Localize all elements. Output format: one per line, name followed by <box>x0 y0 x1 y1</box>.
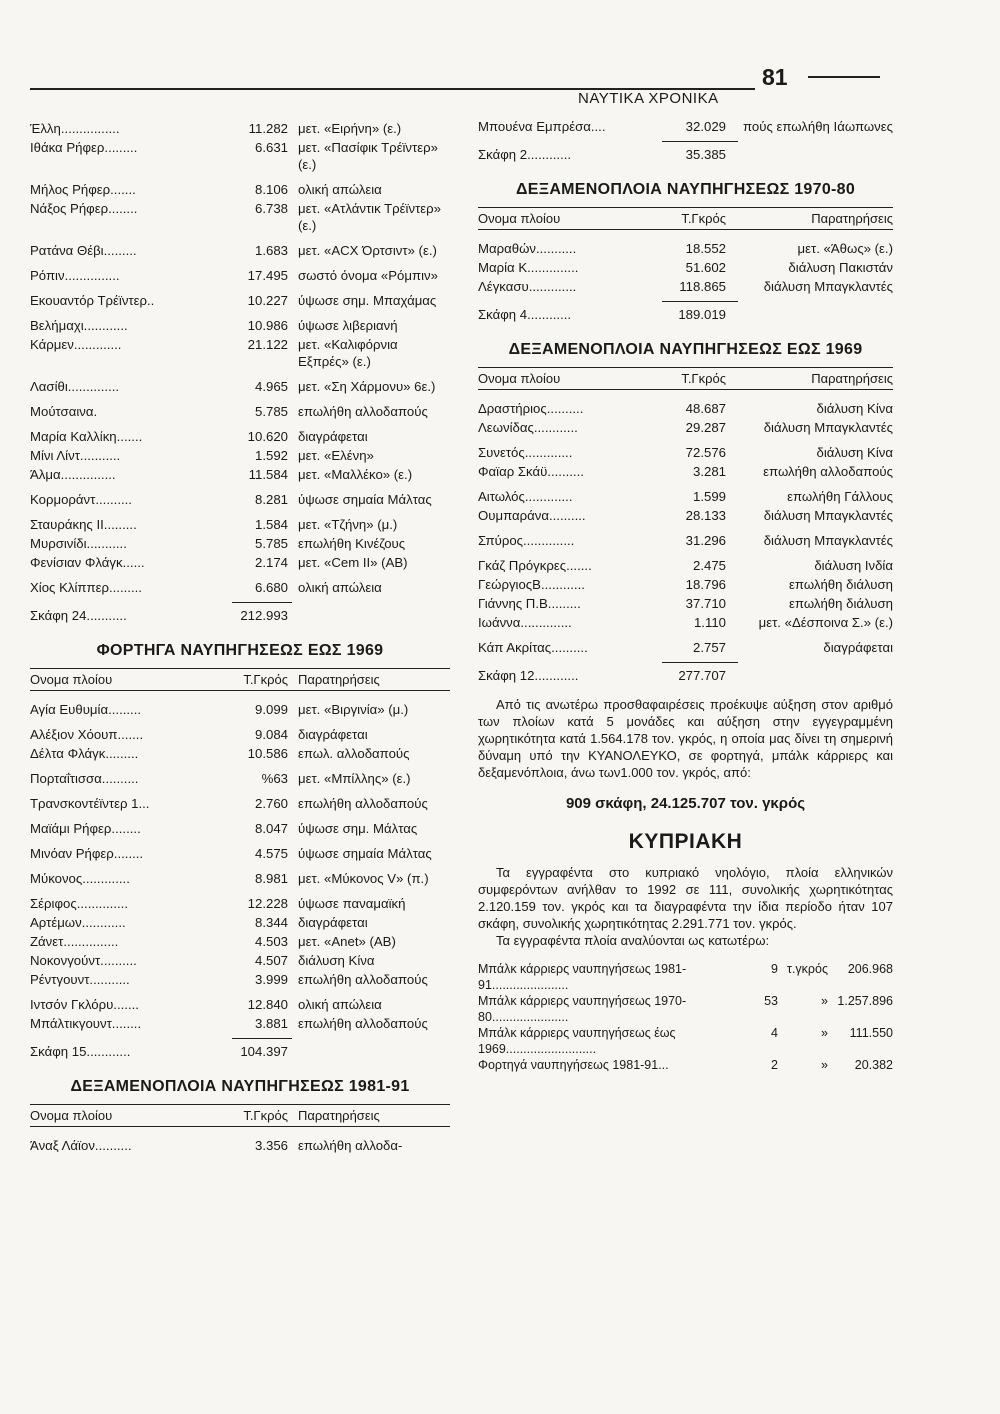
tonnage: 31.296 <box>685 533 726 548</box>
header-notes: Παρατηρήσεις <box>298 672 380 687</box>
ship-name: Έλλη................ <box>30 121 120 136</box>
ship-name: Αρτέμων............ <box>30 915 126 930</box>
ship-name: Συνετός............. <box>478 445 573 460</box>
remarks: επωλήθη αλλοδαπούς <box>298 972 428 987</box>
total-row <box>30 1043 450 1060</box>
table-row <box>478 463 893 480</box>
ship-name: Άναξ Λάϊον.......... <box>30 1138 132 1153</box>
ship-name: Μπάλτικγουντ........ <box>30 1016 142 1031</box>
remarks: επωλήθη αλλοδαπούς <box>298 796 428 811</box>
total-label: Σκάφη 15............ <box>30 1044 131 1059</box>
table-row <box>30 535 450 552</box>
ship-name: Άλμα............... <box>30 467 116 482</box>
ship-name: Λασίθι.............. <box>30 379 120 394</box>
table-row <box>30 139 450 173</box>
remarks: ύψωσε παναμαϊκή <box>298 896 406 911</box>
remarks: μετ. «Ατλάντικ Τρέϊντερ» (ε.) <box>298 201 442 233</box>
remarks: μετ. «ACX Όρτσιντ» (ε.) <box>298 243 437 258</box>
table-row <box>30 726 450 743</box>
ship-name: Ιντσόν Γκλόρυ....... <box>30 997 139 1012</box>
total-rule <box>232 602 292 603</box>
table-row <box>30 317 450 334</box>
tonnage: 3.356 <box>254 1138 288 1153</box>
table-row <box>30 336 450 370</box>
ship-name: Σπύρος.............. <box>478 533 575 548</box>
ship-name: Χίος Κλίππερ......... <box>30 580 142 595</box>
table-header-tankers-70 <box>478 207 893 230</box>
table-row <box>478 400 893 417</box>
total-row <box>478 667 893 684</box>
remarks: μετ. «Ση Χάρμονυ» 6ε.) <box>298 379 436 394</box>
remarks: ύψωσε λιβεριανή <box>298 318 398 333</box>
table-row <box>30 447 450 464</box>
tonnage: 4.965 <box>254 379 288 394</box>
remarks: μετ. «Καλιφόρνια Εξπρές» (ε.) <box>298 337 398 369</box>
remarks: επωλήθη αλλοδαπούς <box>298 1016 428 1031</box>
ship-name: Αγία Ευθυμία......... <box>30 702 142 717</box>
total-rule <box>232 1038 292 1039</box>
ship-name: Σταυράκης ΙΙ......... <box>30 517 137 532</box>
ship-name: Εκουαντόρ Τρέϊντερ.. <box>30 293 155 308</box>
category-label: Μπάλκ κάρριερς ναυπηγήσεως έως 1969.......................... <box>478 1026 676 1056</box>
table-row <box>30 914 450 931</box>
ship-name: Μήλος Ρήφερ....... <box>30 182 136 197</box>
tonnage: %63 <box>261 771 288 786</box>
tonnage: 21.122 <box>247 337 288 352</box>
vessel-count: 53 <box>764 994 778 1008</box>
tonnage: 48.687 <box>685 401 726 416</box>
remarks: διαγράφεται <box>823 640 893 655</box>
list-item <box>478 1025 893 1057</box>
continued-list-right <box>478 118 893 135</box>
header-notes: Παρατηρήσεις <box>811 211 893 226</box>
remarks: διάλυση Κίνα <box>816 445 893 460</box>
total-label: Σκάφη 2............ <box>478 147 572 162</box>
remarks: μετ. «Τζήνη» (μ.) <box>298 517 398 532</box>
ship-name: Γιάννης Π.Β......... <box>478 596 581 611</box>
ship-name: Ρόπιν............... <box>30 268 120 283</box>
table-row <box>478 532 893 549</box>
list-item <box>478 1057 893 1073</box>
header-name: Ονομα πλοίου <box>30 1108 113 1123</box>
summary-paragraph: Από τις ανωτέρω προσθαφαιρέσεις προέκυψε αύξηση στον αριθμό των πλοίων κατά 5 μονάδες και αύξηση στην εγγεγραμμένη χωρητικότητα κατά 1.564.178 τον. γκρός, η οποία μας δίνει τη σημερινή δύναμη υπό την ΚΥΑΝΟΛΕΥΚΟ, σε φορτηγά, μπάλκ κάρριερς και δεξαμενόπλοια, άνω των1.000 τον. γκρός, από: <box>478 697 893 780</box>
tonnage: 11.584 <box>248 467 288 482</box>
left-column <box>30 120 450 1156</box>
section-title-tankers-69: ΔΕΞΑΜΕΝΟΠΛΟΙΑ ΝΑΥΠΗΓΗΣΕΩΣ ΕΩΣ 1969 <box>508 341 863 358</box>
remarks: διάλυση Μπαγκλαντές <box>763 533 893 548</box>
table-row <box>30 579 450 596</box>
tonnage: 206.968 <box>847 962 893 976</box>
tonnage: 3.281 <box>692 464 726 479</box>
unit: » <box>821 994 828 1008</box>
table-row <box>30 120 450 137</box>
table-header-cargo <box>30 668 450 691</box>
tonnage: 2.174 <box>254 555 288 570</box>
table-row <box>478 444 893 461</box>
remarks: διαγράφεται <box>298 915 368 930</box>
remarks: μετ. «Cem II» (ΑΒ) <box>298 555 408 570</box>
remarks: σωστό όνομα «Ρόμπιν» <box>298 268 438 283</box>
tonnage: 28.133 <box>685 508 726 523</box>
table-row <box>478 576 893 593</box>
remarks: ύψωσε σημαία Μάλτας <box>298 846 432 861</box>
table-row <box>478 614 893 631</box>
ship-name: Τρανσκοντέϊντερ 1... <box>30 796 150 811</box>
total-tonnage: 35.385 <box>685 147 726 162</box>
cargo-list <box>30 701 450 1032</box>
ship-name: Κορμοράντ.......... <box>30 492 132 507</box>
table-row <box>478 639 893 656</box>
ship-name: Ζάνετ............... <box>30 934 119 949</box>
remarks: επωλήθη αλλοδα- <box>298 1138 403 1153</box>
ship-name: ΓεώργιοςΒ............ <box>478 577 585 592</box>
tonnage: 9.084 <box>254 727 288 742</box>
table-row <box>30 895 450 912</box>
tonnage: 8.281 <box>254 492 288 507</box>
remarks: ολική απώλεια <box>298 580 382 595</box>
remarks: διάλυση Πακιστάν <box>788 260 893 275</box>
tonnage: 6.738 <box>254 201 288 216</box>
table-row <box>478 488 893 505</box>
header-rule-right <box>808 76 880 78</box>
ship-name: Μούτσαινα. <box>30 404 98 419</box>
tonnage: 10.586 <box>247 746 288 761</box>
vessel-count: 9 <box>771 962 778 976</box>
publication-name: ΝΑΥΤΙΚΑ ΧΡΟΝΙΚΑ <box>578 90 719 107</box>
total-row <box>478 306 893 323</box>
tankers-69-list <box>478 400 893 656</box>
ship-name: Σέριφος.............. <box>30 896 128 911</box>
remarks: μετ. «Μαλλέκο» (ε.) <box>298 467 413 482</box>
total-tonnage: 212.993 <box>240 608 288 623</box>
table-row <box>30 1015 450 1032</box>
remarks: επωλήθη διάλυση <box>789 596 893 611</box>
header-notes: Παρατηρήσεις <box>298 1108 380 1123</box>
table-row <box>30 378 450 395</box>
tonnage: 2.757 <box>692 640 726 655</box>
remarks: επωλήθη διάλυση <box>789 577 893 592</box>
remarks: διαγράφεται <box>298 429 368 444</box>
tonnage: 51.602 <box>685 260 726 275</box>
total-tonnage: 104.397 <box>240 1044 288 1059</box>
remarks: ύψωσε σημαία Μάλτας <box>298 492 432 507</box>
total-label: Σκάφη 4............ <box>478 307 572 322</box>
section-title-tankers-70: ΔΕΞΑΜΕΝΟΠΛΟΙΑ ΝΑΥΠΗΓΗΣΕΩΣ 1970-80 <box>515 181 856 198</box>
total-tonnage: 277.707 <box>678 668 726 683</box>
tonnage: 4.507 <box>254 953 288 968</box>
tonnage: 8.981 <box>254 871 288 886</box>
ship-name: Αλέξιον Χόουπ....... <box>30 727 144 742</box>
table-header-tankers-69 <box>478 367 893 390</box>
ship-name: Λέγκασυ............. <box>478 279 577 294</box>
unit: » <box>821 1026 828 1040</box>
continued-list-left <box>30 120 450 596</box>
remarks: ύψωσε σημ. Μάλτας <box>298 821 418 836</box>
section-title-tankers-81: ΔΕΞΑΜΕΝΟΠΛΟΙΑ ΝΑΥΠΗΓΗΣΕΩΣ 1981-91 <box>70 1078 410 1095</box>
remarks: μετ. «Ελένη» <box>298 448 374 463</box>
table-row <box>30 795 450 812</box>
table-row <box>30 181 450 198</box>
table-row <box>478 595 893 612</box>
ship-name: Μινόαν Ρήφερ........ <box>30 846 144 861</box>
header-name: Ονομα πλοίου <box>30 672 113 687</box>
total-row <box>30 607 450 624</box>
tonnage: 6.631 <box>254 140 288 155</box>
tonnage: 8.344 <box>254 915 288 930</box>
remarks: μετ. «Μύκονος V» (π.) <box>298 871 429 886</box>
total-rule <box>662 141 738 142</box>
remarks: πούς επωλήθη Ιάωπωνες <box>742 119 893 134</box>
remarks: μετ. «Δέσποινα Σ.» (ε.) <box>758 615 893 630</box>
table-row <box>30 200 450 234</box>
remarks: ολική απώλεια <box>298 182 382 197</box>
tonnage: 3.999 <box>254 972 288 987</box>
remarks: επωλήθη αλλοδαπούς <box>763 464 893 479</box>
ship-name: Μαρία Κ.............. <box>478 260 579 275</box>
ship-name: Μυρσινίδι........... <box>30 536 127 551</box>
tonnage: 12.228 <box>247 896 288 911</box>
table-row <box>30 403 450 420</box>
remarks: ολική απώλεια <box>298 997 382 1012</box>
ship-name: Βελήμαχι............ <box>30 318 128 333</box>
ship-name: Ιθάκα Ρήφερ......... <box>30 140 138 155</box>
table-row <box>30 820 450 837</box>
table-row <box>30 770 450 787</box>
tonnage: 8.106 <box>254 182 288 197</box>
tonnage: 4.503 <box>254 934 288 949</box>
remarks: επωλ. αλλοδαπούς <box>298 746 410 761</box>
tonnage: 17.495 <box>247 268 288 283</box>
tonnage: 1.257.896 <box>837 994 893 1008</box>
tonnage: 118.865 <box>679 279 726 294</box>
ship-name: Πορταΐτισσα.......... <box>30 771 139 786</box>
ship-name: Νοκονγούντ.......... <box>30 953 137 968</box>
total-rule <box>662 301 738 302</box>
header-tonnage: Τ.Γκρός <box>681 371 726 386</box>
tonnage: 1.599 <box>692 489 726 504</box>
summary-total: 909 σκάφη, 24.125.707 τον. γκρός <box>565 795 806 812</box>
table-row <box>30 242 450 259</box>
tonnage: 5.785 <box>254 536 288 551</box>
table-row <box>478 557 893 574</box>
header-name: Ονομα πλοίου <box>478 211 561 226</box>
total-tonnage: 189.019 <box>678 307 726 322</box>
ship-name: Μύκονος............. <box>30 871 130 886</box>
page-number: 81 <box>762 64 788 90</box>
table-row <box>30 933 450 950</box>
tonnage: 1.592 <box>254 448 288 463</box>
table-row <box>478 507 893 524</box>
tonnage: 10.227 <box>247 293 288 308</box>
tonnage: 1.584 <box>254 517 288 532</box>
table-row <box>30 1137 450 1154</box>
category-label: Φορτηγά ναυπηγήσεως 1981-91... <box>478 1058 669 1072</box>
cyprus-paragraph-intro: Τα εγγραφέντα πλοία αναλύονται ως κατωτέρω: <box>496 933 770 948</box>
tonnage: 4.575 <box>254 846 288 861</box>
table-row <box>30 466 450 483</box>
unit: τ.γκρός <box>787 962 828 976</box>
tankers-81-list <box>30 1137 450 1154</box>
table-row <box>30 267 450 284</box>
header-name: Ονομα πλοίου <box>478 371 561 386</box>
remarks: μετ. «Βιργινία» (μ.) <box>298 702 409 717</box>
table-row <box>30 996 450 1013</box>
cyprus-breakdown <box>478 961 893 1073</box>
right-column <box>478 118 893 1073</box>
tonnage: 1.110 <box>693 615 726 630</box>
table-row <box>30 428 450 445</box>
category-label: Μπάλκ κάρριερς ναυπηγήσεως 1981-91...................... <box>478 962 687 992</box>
tonnage: 20.382 <box>854 1058 893 1072</box>
ship-name: Κάπ Ακρίτας.......... <box>478 640 588 655</box>
header-tonnage: Τ.Γκρός <box>243 672 288 687</box>
ship-name: Δέλτα Φλάγκ......... <box>30 746 139 761</box>
list-item <box>478 961 893 993</box>
table-row <box>30 554 450 571</box>
remarks: μετ. «Μπίλλης» (ε.) <box>298 771 411 786</box>
tankers-70-list <box>478 240 893 295</box>
tonnage: 111.550 <box>849 1026 893 1040</box>
table-row <box>30 292 450 309</box>
remarks: διάλυση Μπαγκλαντές <box>763 279 893 294</box>
remarks: μετ. «Άθως» (ε.) <box>797 241 893 256</box>
remarks: μετ. «Anet» (ΑΒ) <box>298 934 396 949</box>
category-label: Μπάλκ κάρριερς ναυπηγήσεως 1970-80...................... <box>478 994 687 1024</box>
tonnage: 8.047 <box>254 821 288 836</box>
tonnage: 72.576 <box>685 445 726 460</box>
ship-name: Ουμπαράνα.......... <box>478 508 586 523</box>
table-row <box>30 745 450 762</box>
total-rule <box>662 662 738 663</box>
tonnage: 18.552 <box>685 241 726 256</box>
tonnage: 32.029 <box>685 119 726 134</box>
header-notes: Παρατηρήσεις <box>811 371 893 386</box>
remarks: μετ. «Ειρήνη» (ε.) <box>298 121 402 136</box>
header-tonnage: Τ.Γκρός <box>243 1108 288 1123</box>
remarks: επωλήθη Κινέζους <box>298 536 406 551</box>
ship-name: Μαραθών........... <box>478 241 577 256</box>
table-row <box>478 278 893 295</box>
remarks: επωλήθη αλλοδαπούς <box>298 404 428 419</box>
ship-name: Φαϊαρ Σκάϋ.......... <box>478 464 584 479</box>
tonnage: 2.760 <box>254 796 288 811</box>
vessel-count: 4 <box>771 1026 778 1040</box>
tonnage: 18.796 <box>685 577 726 592</box>
tonnage: 1.683 <box>254 243 288 258</box>
remarks: διάλυση Κίνα <box>816 401 893 416</box>
tonnage: 29.287 <box>685 420 726 435</box>
ship-name: Μαϊάμι Ρήφερ........ <box>30 821 141 836</box>
ship-name: Φενίσιαν Φλάγκ...... <box>30 555 145 570</box>
tonnage: 5.785 <box>254 404 288 419</box>
remarks: μετ. «Πασίφικ Τρέϊντερ» (ε.) <box>298 140 438 172</box>
remarks: διάλυση Μπαγκλαντές <box>763 420 893 435</box>
table-row <box>478 419 893 436</box>
ship-name: Δραστήριος.......... <box>478 401 584 416</box>
remarks: διάλυση Κίνα <box>298 953 375 968</box>
total-label: Σκάφη 12............ <box>478 668 579 683</box>
unit: » <box>821 1058 828 1072</box>
cyprus-paragraph: Τα εγγραφέντα στο κυπριακό νηολόγιο, πλοία ελληνικών συμφερόντων ανήλθαν το 1992 σε 111, συνολικής χωρητικότητας 2.120.159 τον. γκρός και τα διαγραφέντα την ίδια περίοδο ήταν 107 σκάφη, συνολικής χωρητικότητας 2.291.771 τον. γκρός. <box>478 865 893 931</box>
tonnage: 3.881 <box>254 1016 288 1031</box>
ship-name: Μίνι Λίντ........... <box>30 448 121 463</box>
remarks: επωλήθη Γάλλους <box>787 489 893 504</box>
table-row <box>30 952 450 969</box>
table-row <box>30 845 450 862</box>
section-title-cargo: ΦΟΡΤΗΓΑ ΝΑΥΠΗΓΗΣΕΩΣ ΕΩΣ 1969 <box>96 642 384 659</box>
ship-name: Ιωάννα.............. <box>478 615 572 630</box>
tonnage: 12.840 <box>247 997 288 1012</box>
tonnage: 9.099 <box>254 702 288 717</box>
table-row <box>478 118 893 135</box>
ship-name: Νάξος Ρήφερ........ <box>30 201 138 216</box>
ship-name: Ρατάνα Θέβι......... <box>30 243 137 258</box>
tonnage: 10.620 <box>247 429 288 444</box>
cyprus-title: ΚΥΠΡΙΑΚΗ <box>628 830 743 853</box>
table-row <box>478 259 893 276</box>
ship-name: Ρέντγουντ........... <box>30 972 130 987</box>
list-item <box>478 993 893 1025</box>
total-label: Σκάφη 24........... <box>30 608 127 623</box>
tonnage: 2.475 <box>692 558 726 573</box>
vessel-count: 2 <box>771 1058 778 1072</box>
remarks: ύψωσε σημ. Μπαχάμας <box>298 293 437 308</box>
tonnage: 11.282 <box>248 121 288 136</box>
remarks: διάλυση Ινδία <box>814 558 893 573</box>
table-row <box>30 870 450 887</box>
ship-name: Γκάζ Πρόγκρες....... <box>478 558 592 573</box>
ship-name: Λεωνίδας............ <box>478 420 578 435</box>
remarks: διάλυση Μπαγκλαντές <box>763 508 893 523</box>
table-header-tankers-81 <box>30 1104 450 1127</box>
ship-name: Μπουένα Εμπρέσα.... <box>478 119 606 134</box>
tonnage: 10.986 <box>247 318 288 333</box>
remarks: διαγράφεται <box>298 727 368 742</box>
ship-name: Κάρμεν............. <box>30 337 122 352</box>
total-row <box>478 146 893 163</box>
header-tonnage: Τ.Γκρός <box>681 211 726 226</box>
table-row <box>30 971 450 988</box>
tonnage: 6.680 <box>254 580 288 595</box>
ship-name: Μαρία Καλλίκη....... <box>30 429 143 444</box>
table-row <box>30 701 450 718</box>
ship-name: Αιτωλός............. <box>478 489 573 504</box>
table-row <box>30 516 450 533</box>
tonnage: 37.710 <box>685 596 726 611</box>
table-row <box>30 491 450 508</box>
table-row <box>478 240 893 257</box>
